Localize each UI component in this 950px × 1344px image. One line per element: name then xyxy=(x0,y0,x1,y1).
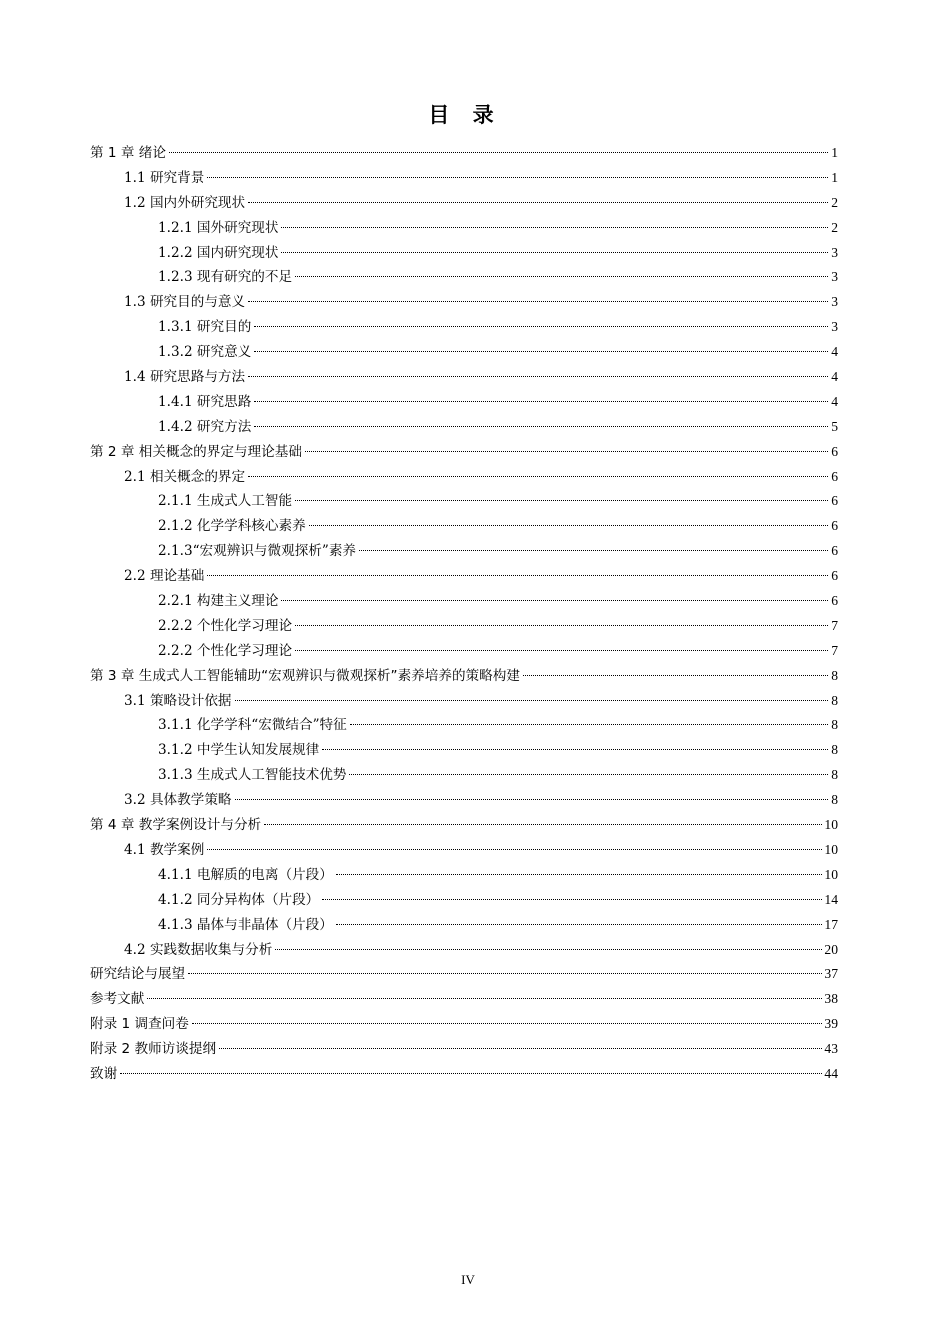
toc-entry[interactable] xyxy=(90,713,838,738)
toc-entry[interactable] xyxy=(90,465,838,490)
toc-entry-label: 4.1.3 晶体与非晶体（片段） xyxy=(158,916,333,933)
toc-entry[interactable] xyxy=(90,564,838,589)
toc-entry-label: 1.2.2 国内研究现状 xyxy=(158,244,279,261)
toc-entry-label: 1.4.1 研究思路 xyxy=(158,393,252,410)
toc-entry[interactable] xyxy=(90,1062,838,1087)
toc-dot-leader xyxy=(336,873,823,875)
toc-dot-leader xyxy=(248,375,828,377)
toc-entry-page: 1 xyxy=(831,145,838,160)
toc-entry-label: 4.1 教学案例 xyxy=(124,841,205,858)
toc-entry-page: 5 xyxy=(831,418,838,434)
toc-entry-label: 2.2.2 个性化学习理论 xyxy=(158,617,293,634)
toc-dot-leader xyxy=(207,574,828,576)
toc-dot-leader xyxy=(349,773,828,775)
toc-entry[interactable] xyxy=(90,241,838,266)
toc-dot-leader xyxy=(359,549,828,551)
toc-entry-page: 8 xyxy=(831,692,838,708)
toc-entry-page: 3 xyxy=(831,294,838,310)
toc-entry-page: 3 xyxy=(831,244,838,260)
toc-entry-page: 6 xyxy=(831,593,838,609)
toc-entry[interactable] xyxy=(90,913,838,938)
toc-dot-leader xyxy=(275,948,822,950)
toc-entry-page: 10 xyxy=(824,817,838,833)
toc-entry[interactable] xyxy=(90,689,838,714)
toc-entry-label: 1.4.2 研究方法 xyxy=(158,418,252,435)
toc-entry-label: 4.1.2 同分异构体（片段） xyxy=(158,891,320,908)
toc-entry-page: 37 xyxy=(824,966,838,982)
toc-entry[interactable] xyxy=(90,440,838,465)
toc-dot-leader xyxy=(235,699,828,701)
toc-entry-page: 44 xyxy=(824,1065,838,1081)
toc-entry-page: 43 xyxy=(824,1041,838,1057)
toc-entry-page: 7 xyxy=(831,642,838,658)
toc-entry[interactable] xyxy=(90,788,838,813)
toc-entry-page: 1 xyxy=(831,169,838,185)
toc-dot-leader xyxy=(254,425,828,427)
toc-entry[interactable] xyxy=(90,1037,838,1062)
toc-entry-label: 参考文献 xyxy=(90,991,145,1008)
toc-entry[interactable] xyxy=(90,539,838,564)
toc-entry[interactable] xyxy=(90,763,838,788)
toc-entry-label: 3.1.3 生成式人工智能技术优势 xyxy=(158,767,347,784)
toc-entry-page: 7 xyxy=(831,617,838,633)
toc-dot-leader xyxy=(281,251,828,253)
toc-entry-label: 第 4 章 教学案例设计与分析 xyxy=(90,817,262,834)
toc-entry-label: 1.3.2 研究意义 xyxy=(158,344,252,361)
toc-dot-leader xyxy=(169,151,828,153)
toc-dot-leader xyxy=(207,176,828,178)
toc-entry-label: 2.1.3“宏观辨识与微观探析”素养 xyxy=(158,543,357,560)
toc-dot-leader xyxy=(281,226,828,228)
toc-dot-leader xyxy=(254,325,828,327)
toc-entry[interactable] xyxy=(90,888,838,913)
toc-dot-leader xyxy=(254,350,828,352)
toc-entry[interactable] xyxy=(90,191,838,216)
toc-entry[interactable] xyxy=(90,315,838,340)
toc-entry-label: 3.1.1 化学学科“宏微结合”特征 xyxy=(158,717,347,734)
toc-dot-leader xyxy=(254,400,828,402)
toc-entry[interactable] xyxy=(90,489,838,514)
page-title: 目 录 xyxy=(428,103,502,127)
toc-entry-page: 4 xyxy=(831,344,838,360)
toc-entry-label: 2.2.2 个性化学习理论 xyxy=(158,642,293,659)
toc-entry-label: 第 1 章 绪论 xyxy=(90,145,166,161)
toc-dot-leader xyxy=(322,748,828,750)
page-number: IV xyxy=(461,1272,475,1287)
toc-entry-label: 3.1.2 中学生认知发展规律 xyxy=(158,742,320,759)
toc-entry[interactable] xyxy=(90,1012,838,1037)
toc-entry[interactable] xyxy=(90,265,838,290)
toc-entry[interactable] xyxy=(90,589,838,614)
toc-entry-label: 3.1 策略设计依据 xyxy=(124,692,232,709)
toc-entry-page: 3 xyxy=(831,269,838,285)
toc-entry-page: 3 xyxy=(831,319,838,335)
toc-entry[interactable] xyxy=(90,813,838,838)
toc-entry-page: 6 xyxy=(831,493,838,509)
toc-entry-label: 第 2 章 相关概念的界定与理论基础 xyxy=(90,443,302,460)
toc-entry-page: 8 xyxy=(831,767,838,783)
toc-entry-label: 研究结论与展望 xyxy=(90,966,186,983)
toc-entry-page: 6 xyxy=(831,543,838,559)
toc-dot-leader xyxy=(264,823,822,825)
toc-entry-page: 17 xyxy=(824,916,838,932)
toc-entry[interactable] xyxy=(90,664,838,689)
toc-dot-leader xyxy=(219,1047,822,1049)
toc-entry-label: 1.4 研究思路与方法 xyxy=(124,369,246,386)
toc-dot-leader xyxy=(147,997,822,999)
toc-entry-label: 附录 1 调查问卷 xyxy=(90,1016,189,1033)
toc-entry[interactable] xyxy=(90,962,838,987)
toc-entry[interactable] xyxy=(90,415,838,440)
toc-dot-leader xyxy=(295,275,828,277)
toc-entry-label: 1.2.1 国外研究现状 xyxy=(158,219,279,236)
toc-entry-page: 6 xyxy=(831,468,838,484)
toc-entry-page: 6 xyxy=(831,518,838,534)
toc-entry-page: 6 xyxy=(831,568,838,584)
toc-entry-label: 1.2 国内外研究现状 xyxy=(124,194,246,211)
toc-dot-leader xyxy=(309,524,828,526)
toc-entry-page: 2 xyxy=(831,219,838,235)
toc-entry-page: 10 xyxy=(824,866,838,882)
toc-dot-leader xyxy=(322,898,822,900)
toc-dot-leader xyxy=(248,201,828,203)
toc-entry[interactable] xyxy=(90,838,838,863)
toc-entry[interactable] xyxy=(90,938,838,963)
toc-entry-label: 2.1.1 生成式人工智能 xyxy=(158,493,293,510)
toc-dot-leader xyxy=(350,723,828,725)
toc-dot-leader xyxy=(248,475,828,477)
toc-entry[interactable] xyxy=(90,639,838,664)
toc-entry-page: 39 xyxy=(824,1016,838,1032)
toc-dot-leader xyxy=(336,923,823,925)
toc-entry[interactable] xyxy=(90,987,838,1012)
toc-entry-label: 1.3 研究目的与意义 xyxy=(124,294,246,311)
toc-entry-label: 1.1 研究背景 xyxy=(124,169,205,186)
toc-entry[interactable] xyxy=(90,738,838,763)
toc-entry-page: 10 xyxy=(824,841,838,857)
toc-entry-label: 致谢 xyxy=(90,1065,118,1082)
toc-entry-label: 4.2 实践数据收集与分析 xyxy=(124,941,273,958)
toc-entry[interactable] xyxy=(90,141,838,166)
toc-entry-label: 1.2.3 现有研究的不足 xyxy=(158,269,293,286)
toc-entry-label: 2.2 理论基础 xyxy=(124,568,205,585)
toc-entry-page: 38 xyxy=(824,991,838,1007)
toc-entry-page: 8 xyxy=(831,667,838,683)
toc-entry-label: 第 3 章 生成式人工智能辅助“宏观辨识与微观探析”素养培养的策略构建 xyxy=(90,667,520,684)
toc-entry[interactable] xyxy=(90,290,838,315)
toc-dot-leader xyxy=(188,972,822,974)
toc-dot-leader xyxy=(192,1022,823,1024)
toc-entry-page: 8 xyxy=(831,792,838,808)
toc-entry-label: 4.1.1 电解质的电离（片段） xyxy=(158,866,333,883)
table-of-contents xyxy=(90,141,838,1087)
toc-entry[interactable] xyxy=(90,514,838,539)
toc-entry-label: 附录 2 教师访谈提纲 xyxy=(90,1041,217,1058)
toc-dot-leader xyxy=(295,649,828,651)
toc-entry-page: 2 xyxy=(831,194,838,210)
toc-dot-leader xyxy=(305,450,828,452)
toc-entry-label: 1.3.1 研究目的 xyxy=(158,319,252,336)
toc-dot-leader xyxy=(248,300,828,302)
toc-entry[interactable] xyxy=(90,340,838,365)
toc-entry-page: 20 xyxy=(824,941,838,957)
toc-entry-page: 8 xyxy=(831,717,838,733)
toc-entry-page: 6 xyxy=(831,443,838,459)
toc-dot-leader xyxy=(295,499,828,501)
toc-entry[interactable] xyxy=(90,614,838,639)
toc-entry-page: 4 xyxy=(831,393,838,409)
toc-dot-leader xyxy=(207,848,822,850)
toc-dot-leader xyxy=(235,798,828,800)
toc-entry-label: 3.2 具体教学策略 xyxy=(124,792,232,809)
toc-entry[interactable] xyxy=(90,166,838,191)
toc-dot-leader xyxy=(295,624,828,626)
toc-entry[interactable] xyxy=(90,365,838,390)
toc-entry-label: 2.1 相关概念的界定 xyxy=(124,468,246,485)
toc-entry-page: 8 xyxy=(831,742,838,758)
toc-entry[interactable] xyxy=(90,216,838,241)
toc-entry[interactable] xyxy=(90,390,838,415)
toc-entry-page: 4 xyxy=(831,369,838,385)
toc-entry-label: 2.2.1 构建主义理论 xyxy=(158,593,279,610)
toc-dot-leader xyxy=(120,1072,822,1074)
toc-entry-label: 2.1.2 化学学科核心素养 xyxy=(158,518,306,535)
toc-dot-leader xyxy=(523,674,828,676)
toc-dot-leader xyxy=(281,599,828,601)
toc-entry-page: 14 xyxy=(824,891,838,907)
toc-entry[interactable] xyxy=(90,863,838,888)
